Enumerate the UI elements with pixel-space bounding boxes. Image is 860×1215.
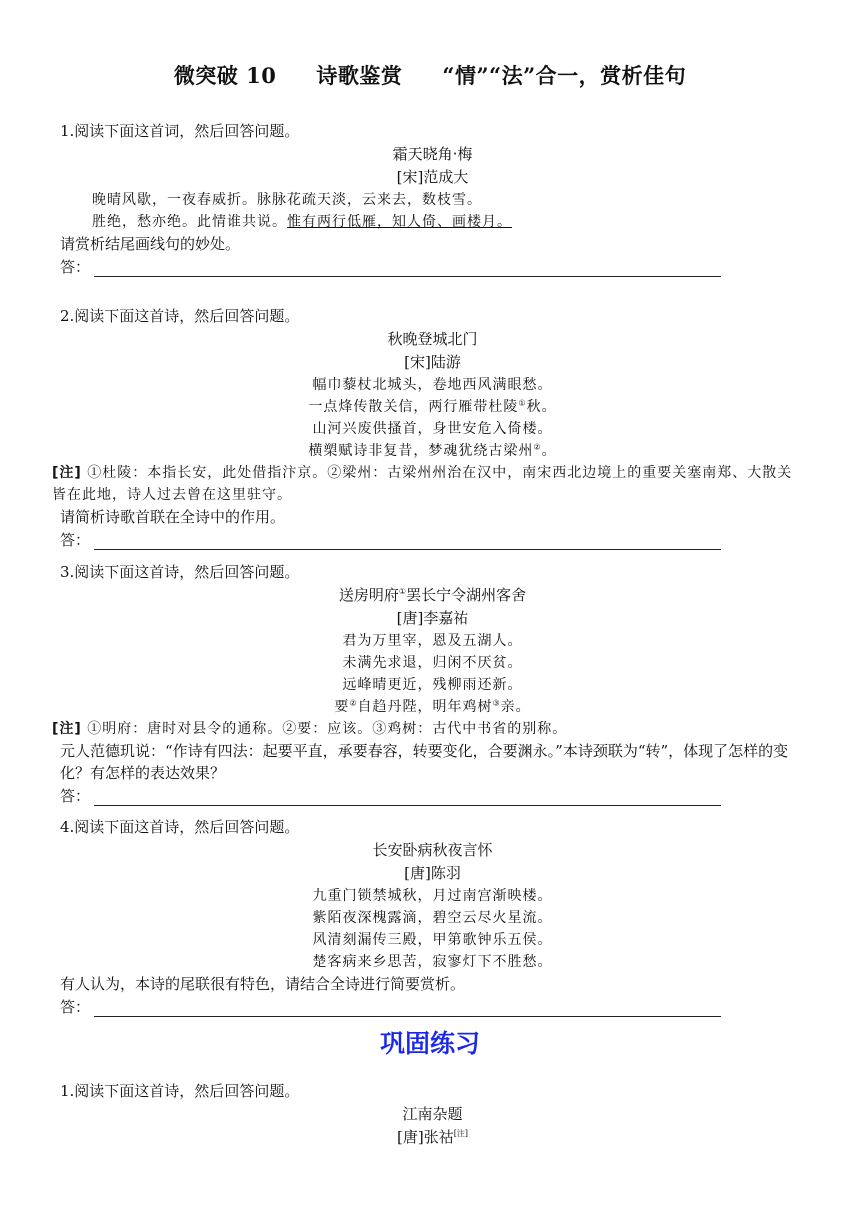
q4-poem-line-1: 九重门锁禁城秋，月过南宫渐映楼。 xyxy=(312,888,553,904)
q3-note xyxy=(52,718,805,740)
q2-author: [宋]陆游 xyxy=(404,353,461,371)
q4-poem-title: 长安卧病秋夜言怀 xyxy=(372,841,493,859)
q2-question: 请简析诗歌首联在全诗中的作用。 xyxy=(60,508,286,526)
q4-poem-line-3: 风清刻漏传三殿，甲第歌钟乐五侯。 xyxy=(312,932,553,948)
p1-poem-title: 江南杂题 xyxy=(402,1105,463,1123)
q3-answer-line[interactable] xyxy=(94,790,721,806)
q2-note xyxy=(52,462,802,506)
q1-poem-title: 霜天晓角·梅 xyxy=(392,145,473,163)
title-part3: “情”“法”合一，赏析佳句 xyxy=(442,63,687,88)
q3-poem-title-b: 罢长宁令湖州客舍 xyxy=(406,586,527,604)
q2-poem-line-2a: 一点烽传散关信，两行雁带杜陵 xyxy=(308,399,519,415)
q1-underlined-line: 惟有两行低雁，知人倚、画楼月。 xyxy=(287,214,512,230)
q4-prompt: 4.阅读下面这首诗，然后回答问题。 xyxy=(60,818,300,836)
q4-poem-line-2: 紫陌夜深槐露滴，碧空云尽火星流。 xyxy=(312,910,553,926)
q3-poem-line-4a: 要 xyxy=(334,699,350,715)
question-4 xyxy=(60,816,805,1017)
q4-question: 有人认为，本诗的尾联很有特色，请结合全诗进行简要赏析。 xyxy=(60,975,466,993)
q3-answer-label: 答： xyxy=(60,787,91,805)
q2-answer-line[interactable] xyxy=(94,534,721,550)
section-title: 巩固练习 xyxy=(379,1029,480,1058)
q3-poem-line-4c: 亲。 xyxy=(500,699,531,715)
q2-note-mark: [注] xyxy=(52,465,82,481)
q3-author: [唐]李嘉祐 xyxy=(396,609,469,627)
p1-author xyxy=(60,1126,805,1149)
q2-poem-line-4 xyxy=(60,440,805,462)
q1-poem-line-2a: 胜绝，愁亦绝。此情谁共说。 xyxy=(92,214,287,230)
q2-poem-line-2 xyxy=(60,396,805,418)
q1-poem-line-1: 晚晴风歇，一夜春威折。脉脉花疏天淡，云来去，数枝雪。 xyxy=(92,192,482,208)
q1-answer-line[interactable] xyxy=(94,261,721,277)
q3-question: 元人范德玑说：“作诗有四法：起要平直，承要春容，转要变化，合要渊永。”本诗颈联为“转”，体现了怎样的变化？有怎样的表达效果？ xyxy=(60,742,789,782)
title-part1: 微突破 10 xyxy=(173,63,277,88)
title-part2: 诗歌鉴赏 xyxy=(316,63,403,88)
q3-title-footnote-ref: ① xyxy=(398,587,407,596)
q1-poem-line-2 xyxy=(60,211,805,233)
q4-author: [唐]陈羽 xyxy=(404,864,461,882)
q3-poem-line-4 xyxy=(60,696,805,718)
q1-prompt: 1.阅读下面这首词，然后回答问题。 xyxy=(60,122,300,140)
q3-footnote-ref-2: ② xyxy=(349,698,358,708)
question-3 xyxy=(52,561,805,806)
p1-author-name: [唐]张祜 xyxy=(397,1128,454,1146)
q1-author: [宋]范成大 xyxy=(396,168,469,186)
q2-prompt: 2.阅读下面这首诗，然后回答问题。 xyxy=(60,307,300,325)
p1-author-note-ref: [注] xyxy=(453,1129,468,1138)
q4-answer xyxy=(60,995,805,1017)
q2-poem-line-2b: 秋。 xyxy=(526,399,557,415)
q2-poem-line-1: 幅巾藜杖北城头，卷地西风满眼愁。 xyxy=(312,377,553,393)
q2-poem-line-4b: 。 xyxy=(541,443,557,459)
q3-poem-title xyxy=(60,583,805,607)
q2-answer xyxy=(60,528,805,550)
q4-poem-line-4: 楚客病来乡思苦，寂寥灯下不胜愁。 xyxy=(312,954,553,970)
q3-poem-title-a: 送房明府 xyxy=(338,586,399,604)
q4-answer-line[interactable] xyxy=(94,1001,721,1017)
q3-poem-line-4b: 自趋丹陛，明年鸡树 xyxy=(357,699,493,715)
q2-footnote-ref-2: ② xyxy=(533,442,542,452)
q2-poem-line-4a: 横槊赋诗非复昔，梦魂犹绕古梁州 xyxy=(308,443,534,459)
q1-answer xyxy=(60,255,805,277)
q3-answer xyxy=(60,784,805,806)
q1-answer-label: 答： xyxy=(60,258,91,276)
q1-question: 请赏析结尾画线句的妙处。 xyxy=(60,235,241,253)
page-title xyxy=(0,60,860,90)
q2-note-text: ①杜陵：本指长安，此处借指汴京。②梁州：古梁州州治在汉中，南宋西北边境上的重要关塞南郑、大散关皆在此地，诗人过去曾在这里驻守。 xyxy=(52,465,793,503)
question-1 xyxy=(60,120,805,277)
q4-answer-label: 答： xyxy=(60,998,91,1016)
q2-poem-line-3: 山河兴废供搔首，身世安危入倚楼。 xyxy=(312,421,553,437)
q3-prompt: 3.阅读下面这首诗，然后回答问题。 xyxy=(60,563,300,581)
q3-note-text: ①明府：唐时对县令的通称。②要：应该。③鸡树：古代中书省的别称。 xyxy=(87,721,568,737)
question-2 xyxy=(52,305,805,550)
q2-poem-title: 秋晚登城北门 xyxy=(387,330,478,348)
q2-footnote-ref-1: ① xyxy=(518,398,527,408)
practice-1 xyxy=(60,1080,805,1149)
q3-poem-line-2: 未满先求退，归闲不厌贫。 xyxy=(342,655,523,671)
q3-footnote-ref-3: ③ xyxy=(492,698,501,708)
q3-note-mark: [注] xyxy=(52,721,82,737)
q3-poem-line-3: 远峰晴更近，残柳雨还新。 xyxy=(342,677,523,693)
p1-prompt: 1.阅读下面这首诗，然后回答问题。 xyxy=(60,1082,300,1100)
q2-answer-label: 答： xyxy=(60,531,91,549)
q3-poem-line-1: 君为万里宰，恩及五湖人。 xyxy=(342,633,523,649)
